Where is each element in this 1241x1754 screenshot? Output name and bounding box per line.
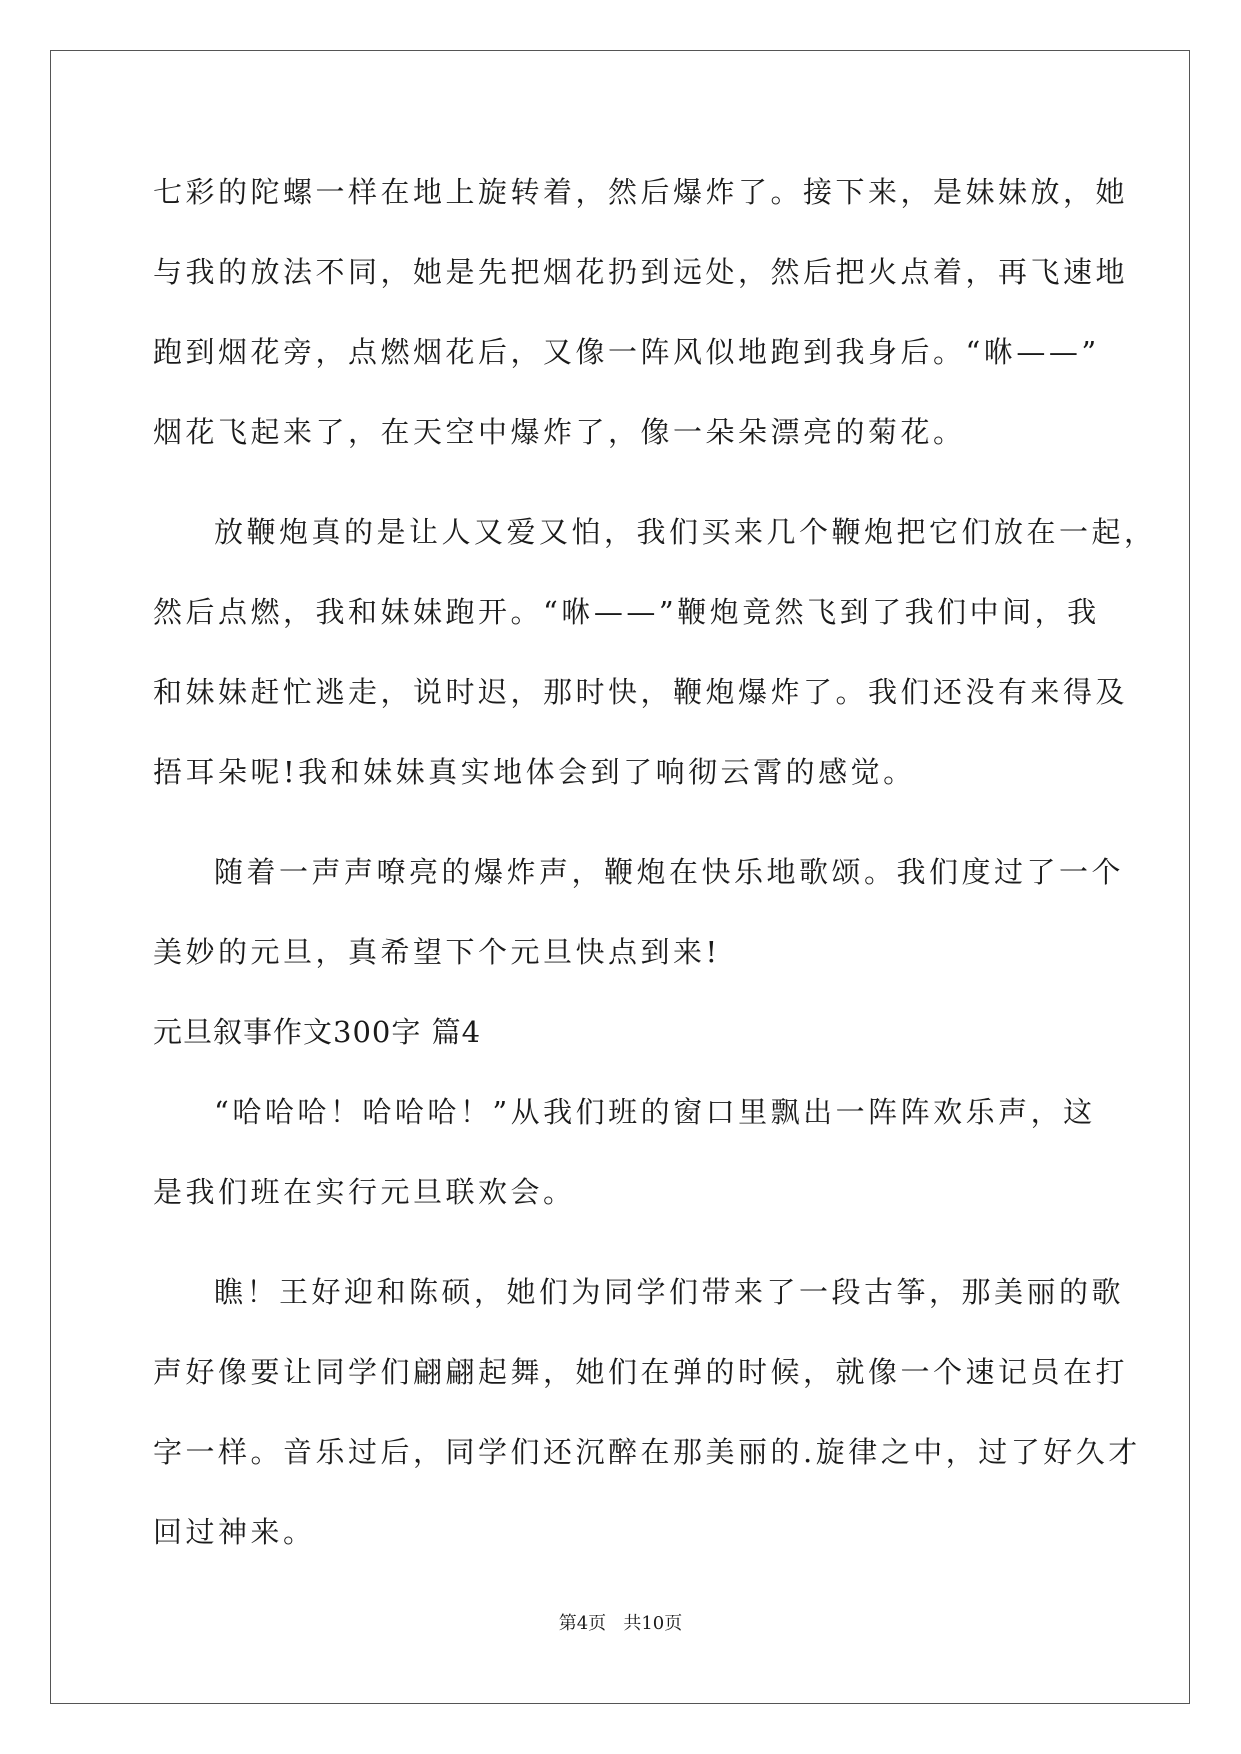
text-line: 和妹妹赶忙逃走，说时迟，那时快，鞭炮爆炸了。我们还没有来得及 (153, 675, 1129, 709)
text-line: 捂耳朵呢!我和妹妹真实地体会到了响彻云霄的感觉。 (153, 755, 916, 789)
text-line: 七彩的陀螺一样在地上旋转着，然后爆炸了。接下来，是妹妹放，她 (153, 175, 1129, 209)
page-number: 第4页 共10页 (558, 1613, 683, 1634)
text-line: 烟花飞起来了，在天空中爆炸了，像一朵朵漂亮的菊花。 (153, 415, 966, 449)
text-line: 美妙的元旦，真希望下个元旦快点到来! (153, 935, 721, 969)
paragraph-first-line: “哈哈哈！哈哈哈！”从我们班的窗口里飘出一阵阵欢乐声，这 (214, 1095, 1096, 1129)
paragraph-first-line: 随着一声声嘹亮的爆炸声，鞭炮在快乐地歌颂。我们度过了一个 (214, 855, 1125, 889)
text-line: 字一样。音乐过后，同学们还沉醉在那美丽的.旋律之中，过了好久才 (153, 1435, 1141, 1469)
text-line: 与我的放法不同，她是先把烟花扔到远处，然后把火点着，再飞速地 (153, 255, 1129, 289)
text-line: 是我们班在实行元旦联欢会。 (153, 1175, 576, 1209)
text-line: 回过神来。 (153, 1515, 316, 1549)
paragraph-first-line: 瞧！王好迎和陈硕，她们为同学们带来了一段古筝，那美丽的歌 (214, 1275, 1125, 1309)
text-line: 跑到烟花旁，点燃烟花后，又像一阵风似地跑到我身后。“咻——” (153, 335, 1100, 369)
section-heading: 元旦叙事作文300字 篇4 (153, 1015, 482, 1049)
text-line: 声好像要让同学们翩翩起舞，她们在弹的时候，就像一个速记员在打 (153, 1355, 1129, 1389)
text-line: 然后点燃，我和妹妹跑开。“咻——”鞭炮竟然飞到了我们中间，我 (153, 595, 1100, 629)
paragraph-first-line: 放鞭炮真的是让人又爱又怕，我们买来几个鞭炮把它们放在一起， (214, 515, 1157, 549)
